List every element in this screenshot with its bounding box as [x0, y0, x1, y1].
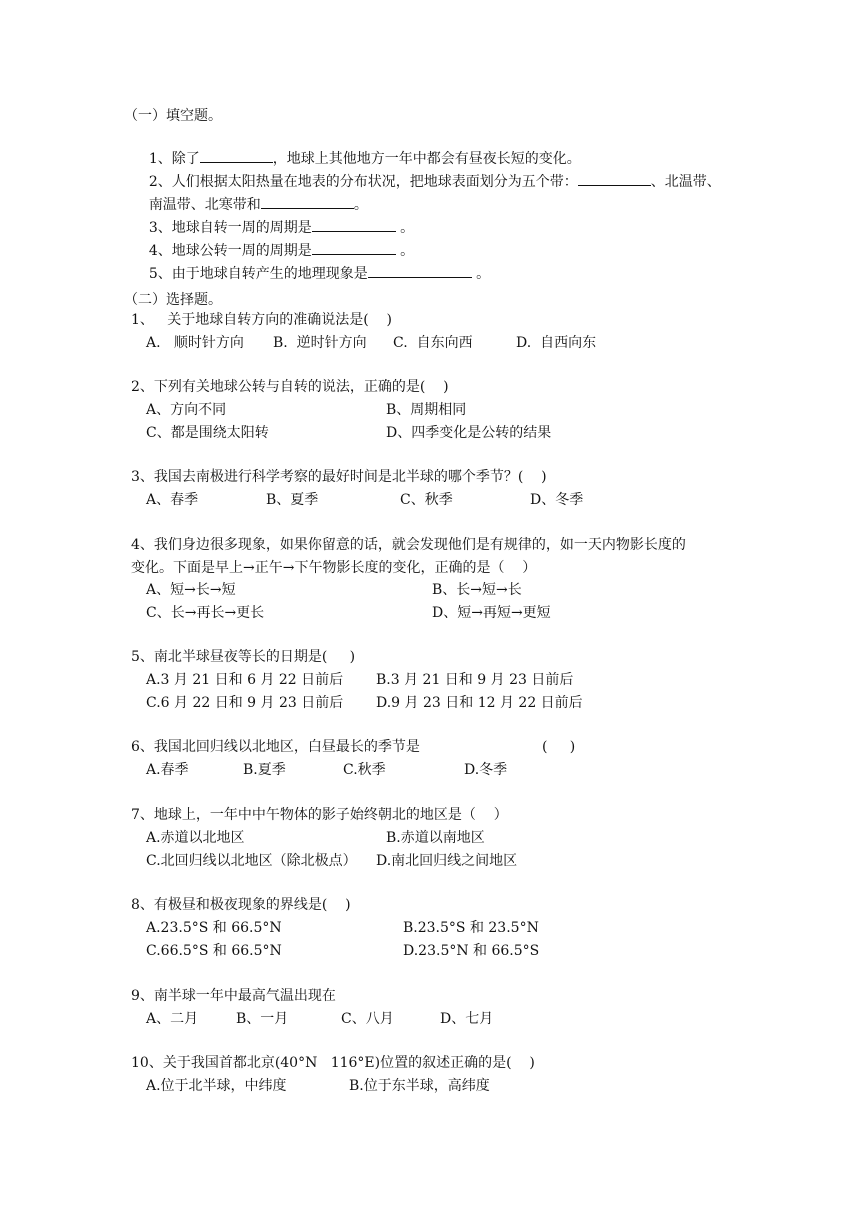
option-d[interactable]: D.9 月 23 日和 12 月 22 日前后	[376, 695, 583, 711]
option-a[interactable]: A.23.5°S 和 66.5°N	[146, 920, 282, 936]
option-c[interactable]: C. 自东向西	[393, 335, 473, 351]
question-text: 4、地球公转一周的周期是	[148, 243, 312, 259]
choice-question-3-stem: 3、我国去南极进行科学考察的最好时间是北半球的哪个季节？( )	[131, 469, 547, 485]
option-b[interactable]: B.位于东半球，高纬度	[349, 1078, 490, 1094]
option-b[interactable]: B. 逆时针方向	[273, 335, 367, 351]
option-c[interactable]: C、秋季	[400, 492, 453, 508]
option-b[interactable]: B.23.5°S 和 23.5°N	[403, 920, 539, 936]
question-text: 2、人们根据太阳热量在地表的分布状况，把地球表面划分为五个带：	[148, 174, 578, 190]
option-b[interactable]: B、一月	[236, 1011, 289, 1027]
option-b[interactable]: B、长→短→长	[432, 582, 522, 598]
option-b[interactable]: B、夏季	[266, 492, 319, 508]
option-d[interactable]: D、短→再短→更短	[432, 605, 551, 621]
question-text: 5、由于地球自转产生的地理现象是	[148, 266, 368, 282]
option-c[interactable]: C、都是围绕太阳转	[146, 425, 269, 441]
question-text: ，地球上其他地方一年中都会有昼夜长短的变化。	[272, 151, 581, 167]
question-text: 。	[395, 220, 415, 236]
question-text: 。	[353, 197, 368, 213]
choice-question-5-stem: 5、南北半球昼夜等长的日期是( )	[131, 649, 356, 665]
question-text: 。	[395, 243, 415, 259]
choice-question-9-stem: 9、南半球一年中最高气温出现在	[131, 988, 336, 1004]
fill-section-heading: （一）填空题。	[124, 108, 222, 124]
option-a[interactable]: A、二月	[146, 1011, 199, 1027]
question-text: 。	[471, 266, 491, 282]
option-c[interactable]: C.秋季	[343, 762, 386, 778]
option-a[interactable]: A.3 月 21 日和 6 月 22 日前后	[146, 672, 344, 688]
option-d[interactable]: D.23.5°N 和 66.5°S	[403, 943, 540, 959]
choice-question-4-stem-line-2: 变化。下面是早上→正午→下午物影长度的变化，正确的是（ ）	[131, 560, 537, 576]
option-a[interactable]: A.赤道以北地区	[146, 830, 245, 846]
option-d[interactable]: D、四季变化是公转的结果	[386, 425, 552, 441]
option-a[interactable]: A、短→长→短	[146, 582, 236, 598]
option-c[interactable]: C.北回归线以北地区（除北极点）	[146, 853, 357, 869]
answer-paren[interactable]: ( )	[542, 739, 576, 755]
choice-question-10-stem: 10、关于我国首都北京(40°N 116°E)位置的叙述正确的是( )	[131, 1055, 535, 1071]
option-a[interactable]: A.位于北半球，中纬度	[146, 1078, 287, 1094]
option-c[interactable]: C.66.5°S 和 66.5°N	[146, 943, 282, 959]
choice-question-6-stem: 6、我国北回归线以北地区，白昼最长的季节是	[131, 739, 420, 755]
choice-section-heading: （二）选择题。	[124, 292, 222, 308]
question-text: 南温带、北寒带和	[148, 197, 261, 213]
choice-question-1-stem: 1、 关于地球自转方向的准确说法是( )	[131, 312, 392, 328]
answer-blank[interactable]	[578, 171, 651, 186]
option-a[interactable]: A、方向不同	[146, 402, 227, 418]
option-a[interactable]: A. 顺时针方向	[146, 335, 244, 351]
question-text: 、北温带、	[650, 174, 721, 190]
question-text: 1、除了	[148, 151, 200, 167]
option-b[interactable]: B.夏季	[243, 762, 286, 778]
option-b[interactable]: B.赤道以南地区	[386, 830, 485, 846]
choice-question-8-stem: 8、有极昼和极夜现象的界线是( )	[131, 897, 351, 913]
choice-question-7-stem: 7、地球上，一年中中午物体的影子始终朝北的地区是（ ）	[131, 807, 508, 823]
choice-question-4-stem-line-1: 4、我们身边很多现象，如果你留意的话，就会发现他们是有规律的，如一天内物影长度的	[131, 537, 686, 553]
option-b[interactable]: B、周期相同	[386, 402, 467, 418]
option-d[interactable]: D. 自西向东	[516, 335, 597, 351]
option-d[interactable]: D.南北回归线之间地区	[376, 853, 518, 869]
answer-blank[interactable]	[368, 263, 472, 278]
option-c[interactable]: C、八月	[341, 1011, 394, 1027]
option-d[interactable]: D.冬季	[464, 762, 508, 778]
choice-question-2-stem: 2、下列有关地球公转与自转的说法，正确的是( )	[131, 379, 449, 395]
option-d[interactable]: D、冬季	[530, 492, 584, 508]
option-a[interactable]: A.春季	[146, 762, 189, 778]
option-a[interactable]: A、春季	[146, 492, 199, 508]
option-d[interactable]: D、七月	[440, 1011, 494, 1027]
option-c[interactable]: C、长→再长→更长	[146, 605, 265, 621]
option-b[interactable]: B.3 月 21 日和 9 月 23 日前后	[376, 672, 574, 688]
option-c[interactable]: C.6 月 22 日和 9 月 23 日前后	[146, 695, 344, 711]
question-text: 3、地球自转一周的周期是	[148, 220, 312, 236]
